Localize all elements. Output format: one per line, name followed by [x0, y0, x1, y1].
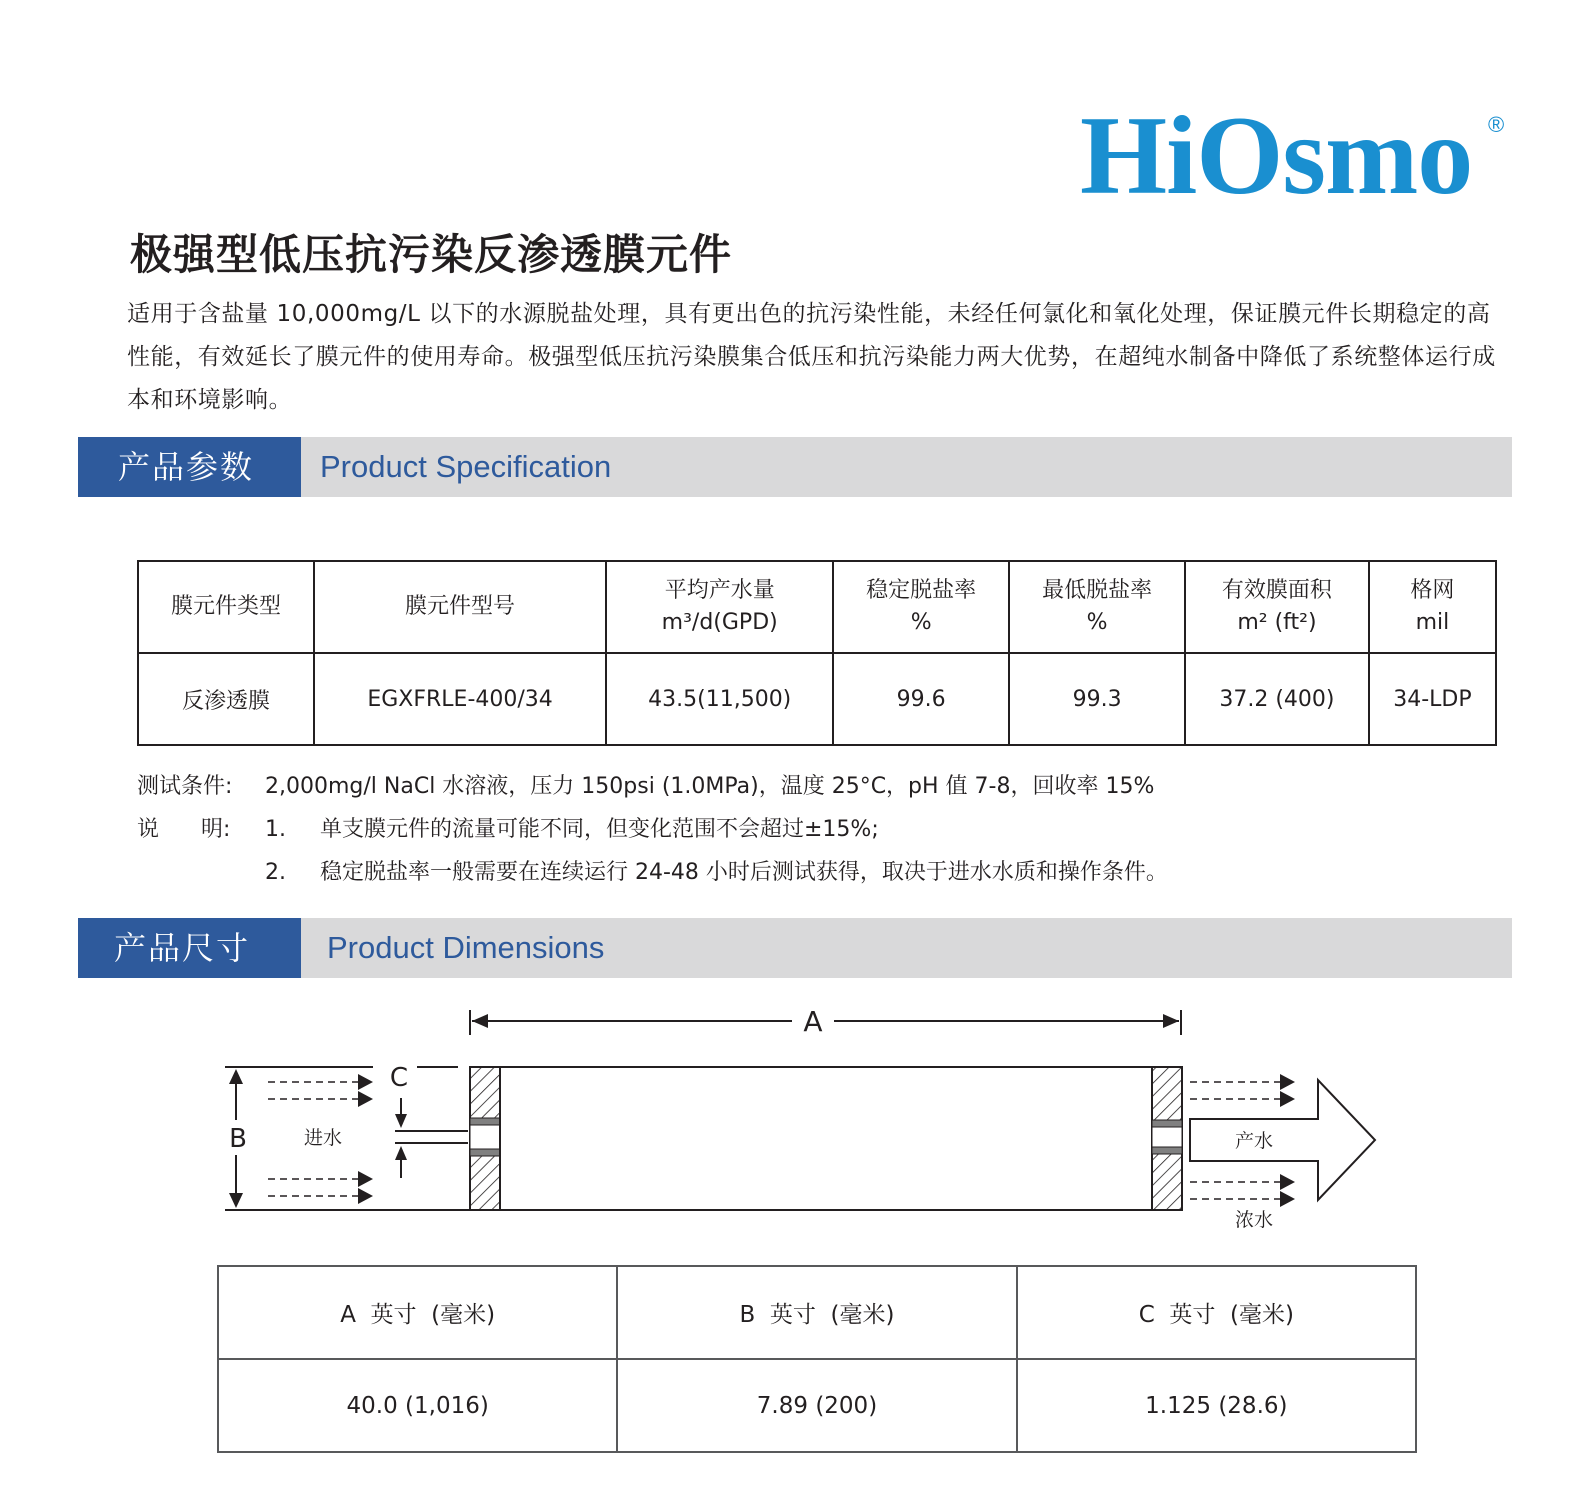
- spec-header-row: [138, 561, 1496, 653]
- spec-data-row: [138, 653, 1496, 745]
- spec-header-stable-rejection: [833, 561, 1009, 653]
- spec-header-area: [1185, 561, 1369, 653]
- intro-paragraph: 适用于含盐量 10,000mg/L 以下的水源脱盐处理，具有更出色的抗污染性能，未经任何氯化和氧化处理，保证膜元件长期稳定的高性能，有效延长了膜元件的使用寿命。极强型低压抗污染膜集合低压和抗污染能力两大优势，在超纯水制备中降低了系统整体运行成本和环境影响。: [127, 301, 1496, 413]
- header-line1: 膜元件类型: [170, 594, 281, 619]
- spec-section-header: [78, 437, 1512, 497]
- spec-section-title-cn: 产品参数: [78, 437, 301, 497]
- concentrate-arrow-icon: [1280, 1074, 1295, 1090]
- dim-header-b: B 英寸 (毫米): [617, 1266, 1016, 1359]
- header-line1: 格网: [1410, 578, 1455, 603]
- page-title: 极强型低压抗污染反渗透膜元件: [130, 230, 733, 279]
- dim-value-row: [218, 1359, 1416, 1452]
- header-line2: %: [1086, 610, 1108, 635]
- dim-b-arrow-bottom: [229, 1193, 243, 1208]
- spec-section-title-en: Product Specification: [320, 449, 612, 484]
- right-seal-bottom: [1152, 1147, 1182, 1154]
- spec-header-spacer: [1369, 561, 1496, 653]
- dim-c-arrow-down: [395, 1114, 407, 1128]
- header-line1: 有效膜面积: [1221, 578, 1332, 603]
- header-line1: 稳定脱盐率: [866, 578, 977, 603]
- header-line1: 最低脱盐率: [1042, 578, 1153, 603]
- feed-label: 进水: [303, 1127, 343, 1149]
- spec-cell-type: 反渗透膜: [138, 653, 314, 745]
- note-text: 单支膜元件的流量可能不同，但变化范围不会超过±15%;: [320, 817, 879, 842]
- dim-value-b: 7.89 (200): [617, 1359, 1016, 1452]
- left-permeate-tube: [470, 1125, 500, 1149]
- concentrate-label: 浓水: [1234, 1209, 1274, 1231]
- dim-c-arrow-up: [395, 1146, 407, 1160]
- feed-arrow-icon: [358, 1171, 373, 1187]
- right-permeate-tube: [1152, 1127, 1182, 1147]
- spec-table: [137, 560, 1497, 746]
- note-label: 说 明:: [137, 817, 231, 842]
- header-line1: 膜元件型号: [405, 594, 516, 619]
- note-number: 2.: [265, 860, 286, 885]
- registered-mark: ®: [1488, 112, 1505, 137]
- dim-section-title-cn: 产品尺寸: [78, 918, 301, 978]
- header-line2: %: [910, 610, 932, 635]
- element-dimension-diagram: [220, 1010, 1390, 1235]
- dim-a-arrow-left: [472, 1014, 488, 1028]
- permeate-label: 产水: [1234, 1130, 1274, 1152]
- logo-wordmark: HiOsmo: [1080, 94, 1473, 218]
- spec-header-flow: [606, 561, 833, 653]
- spec-cell-area: 37.2 (400): [1185, 653, 1369, 745]
- spec-cell-spacer: 34-LDP: [1369, 653, 1496, 745]
- spec-cell-flow: 43.5(11,500): [606, 653, 833, 745]
- dim-b-label: B: [229, 1124, 247, 1154]
- test-condition-text: 2,000mg/l NaCl 水溶液，压力 150psi (1.0MPa)，温度 25°C，pH 值 7-8，回收率 15%: [265, 774, 1155, 799]
- concentrate-arrow-icon: [1280, 1191, 1295, 1207]
- spec-header-type: [138, 561, 314, 653]
- dim-a-label: A: [803, 1010, 823, 1038]
- dim-section-title-en: Product Dimensions: [327, 930, 605, 965]
- dim-value-c: 1.125 (28.6): [1017, 1359, 1416, 1452]
- dim-header-c: C 英寸 (毫米): [1017, 1266, 1416, 1359]
- spec-header-min-rejection: [1009, 561, 1185, 653]
- feed-arrow-icon: [358, 1091, 373, 1107]
- spec-cell-min-rejection: 99.3: [1009, 653, 1185, 745]
- brand-logo: [1080, 94, 1510, 218]
- dim-section-header: [78, 918, 1512, 978]
- dim-c-label: C: [389, 1063, 409, 1093]
- concentrate-arrow-icon: [1280, 1174, 1295, 1190]
- dimension-table: [217, 1265, 1417, 1453]
- header-line2: mil: [1415, 610, 1450, 635]
- spec-cell-model: EGXFRLE-400/34: [314, 653, 606, 745]
- header-line2: m³/d(GPD): [661, 610, 778, 635]
- dim-header-a: A 英寸 (毫米): [218, 1266, 617, 1359]
- spec-header-model: [314, 561, 606, 653]
- membrane-element-body: [500, 1067, 1152, 1210]
- note-number: 1.: [265, 817, 286, 842]
- header-line2: m² (ft²): [1237, 610, 1317, 635]
- test-condition-label: 测试条件:: [137, 774, 233, 799]
- feed-arrow-icon: [358, 1188, 373, 1204]
- left-seal-top: [470, 1118, 500, 1125]
- header-line1: 平均产水量: [664, 578, 775, 603]
- concentrate-arrow-icon: [1280, 1091, 1295, 1107]
- note-text: 稳定脱盐率一般需要在连续运行 24-48 小时后测试获得，取决于进水水质和操作条件。: [320, 860, 1168, 885]
- dim-header-row: [218, 1266, 1416, 1359]
- right-seal-top: [1152, 1120, 1182, 1127]
- spec-cell-stable-rejection: 99.6: [833, 653, 1009, 745]
- dim-b-arrow-top: [229, 1069, 243, 1084]
- feed-arrow-icon: [358, 1074, 373, 1090]
- dim-value-a: 40.0 (1,016): [218, 1359, 617, 1452]
- dim-a-arrow-right: [1163, 1014, 1179, 1028]
- left-seal-bottom: [470, 1149, 500, 1156]
